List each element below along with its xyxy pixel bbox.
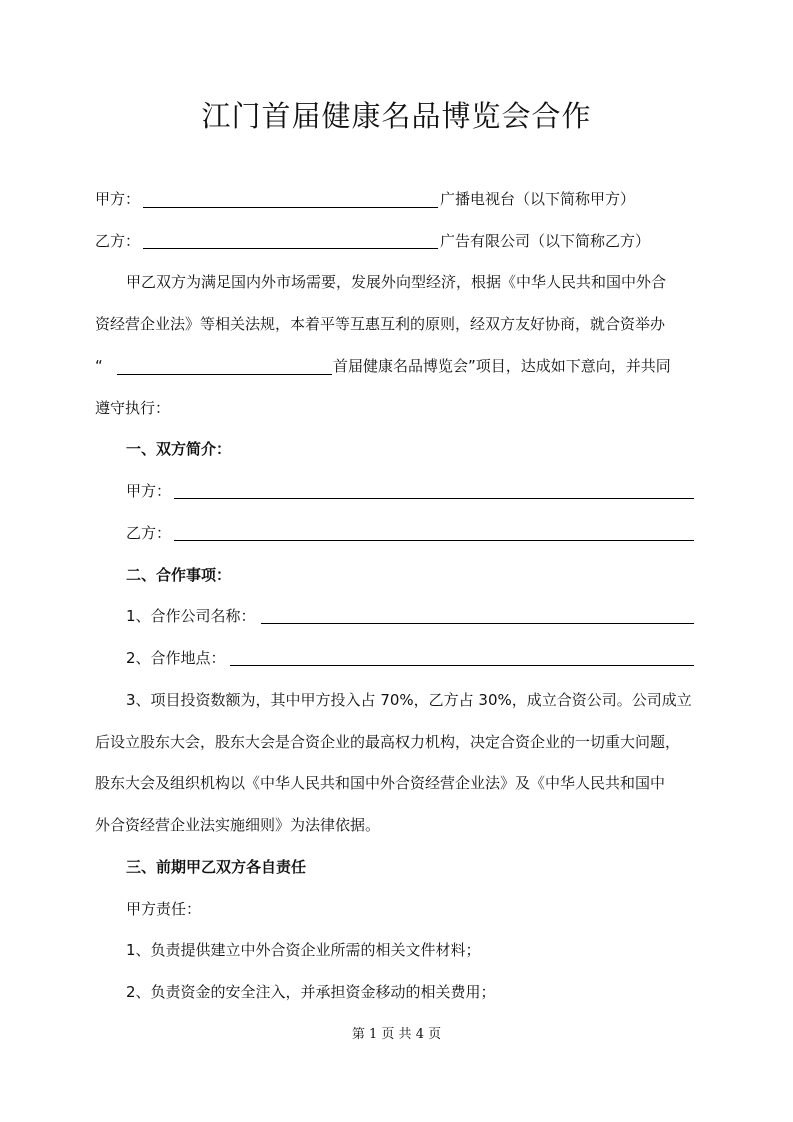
- company-name-blank: [261, 623, 694, 624]
- section-1-party-b-blank: [174, 540, 694, 541]
- section-2-item-3-line-4: 外合资经营企业法实施细则》为法律依据。: [95, 816, 381, 834]
- section-1-party-a-blank: [174, 498, 694, 499]
- section-3-item-1: 1、负责提供建立中外合资企业所需的相关文件材料；: [126, 941, 481, 959]
- location-blank: [230, 665, 694, 666]
- section-2-item-1: 1、合作公司名称：: [126, 607, 256, 625]
- section-2-item-2: 2、合作地点：: [126, 649, 226, 667]
- intro-line-4: 遵守执行：: [95, 399, 171, 417]
- party-b-blank: [143, 248, 438, 249]
- intro-line-3-suffix: 首届健康名品博览会”项目，达成如下意向，并共同: [333, 357, 671, 375]
- section-2-item-3-line-3: 股东大会及组织机构以《中华人民共和国中外合资经营企业法》及《中华人民共和国中: [95, 774, 666, 792]
- section-2-heading: 二、合作事项：: [126, 566, 232, 584]
- intro-line-1: 甲乙双方为满足国内外市场需要，发展外向型经济，根据《中华人民共和国中外合: [126, 273, 667, 291]
- intro-line-2: 资经营企业法》等相关法规，本着平等互惠互利的原则，经双方友好协商，就合资举办: [95, 315, 666, 333]
- party-b-suffix: 广告有限公司（以下简称乙方）: [440, 232, 651, 250]
- page-footer: 第 1 页 共 4 页: [351, 1027, 442, 1042]
- intro-line-3-prefix: “: [95, 357, 103, 375]
- party-a-blank: [143, 207, 438, 208]
- event-name-blank: [117, 374, 332, 375]
- section-2-item-3-line-1: 3、项目投资数额为，其中甲方投入占 70%，乙方占 30%，成立合资公司。公司成立: [126, 691, 692, 709]
- document-title: 江门首届健康名品博览会合作: [201, 99, 592, 133]
- section-3-item-2: 2、负责资金的安全注入，并承担资金移动的相关费用；: [126, 983, 496, 1001]
- section-3-heading: 三、前期甲乙双方各自责任: [126, 858, 307, 876]
- section-1-heading: 一、双方简介：: [126, 440, 232, 458]
- party-a-suffix: 广播电视台（以下简称甲方）: [440, 190, 636, 208]
- party-b-label: 乙方：: [95, 232, 141, 250]
- section-1-party-b: 乙方：: [126, 524, 172, 542]
- section-1-party-a: 甲方：: [126, 482, 172, 500]
- party-a-label: 甲方：: [95, 190, 141, 208]
- section-3-sub-heading: 甲方责任：: [126, 900, 202, 918]
- section-2-item-3-line-2: 后设立股东大会，股东大会是合资企业的最高权力机构，决定合资企业的一切重大问题，: [95, 733, 681, 751]
